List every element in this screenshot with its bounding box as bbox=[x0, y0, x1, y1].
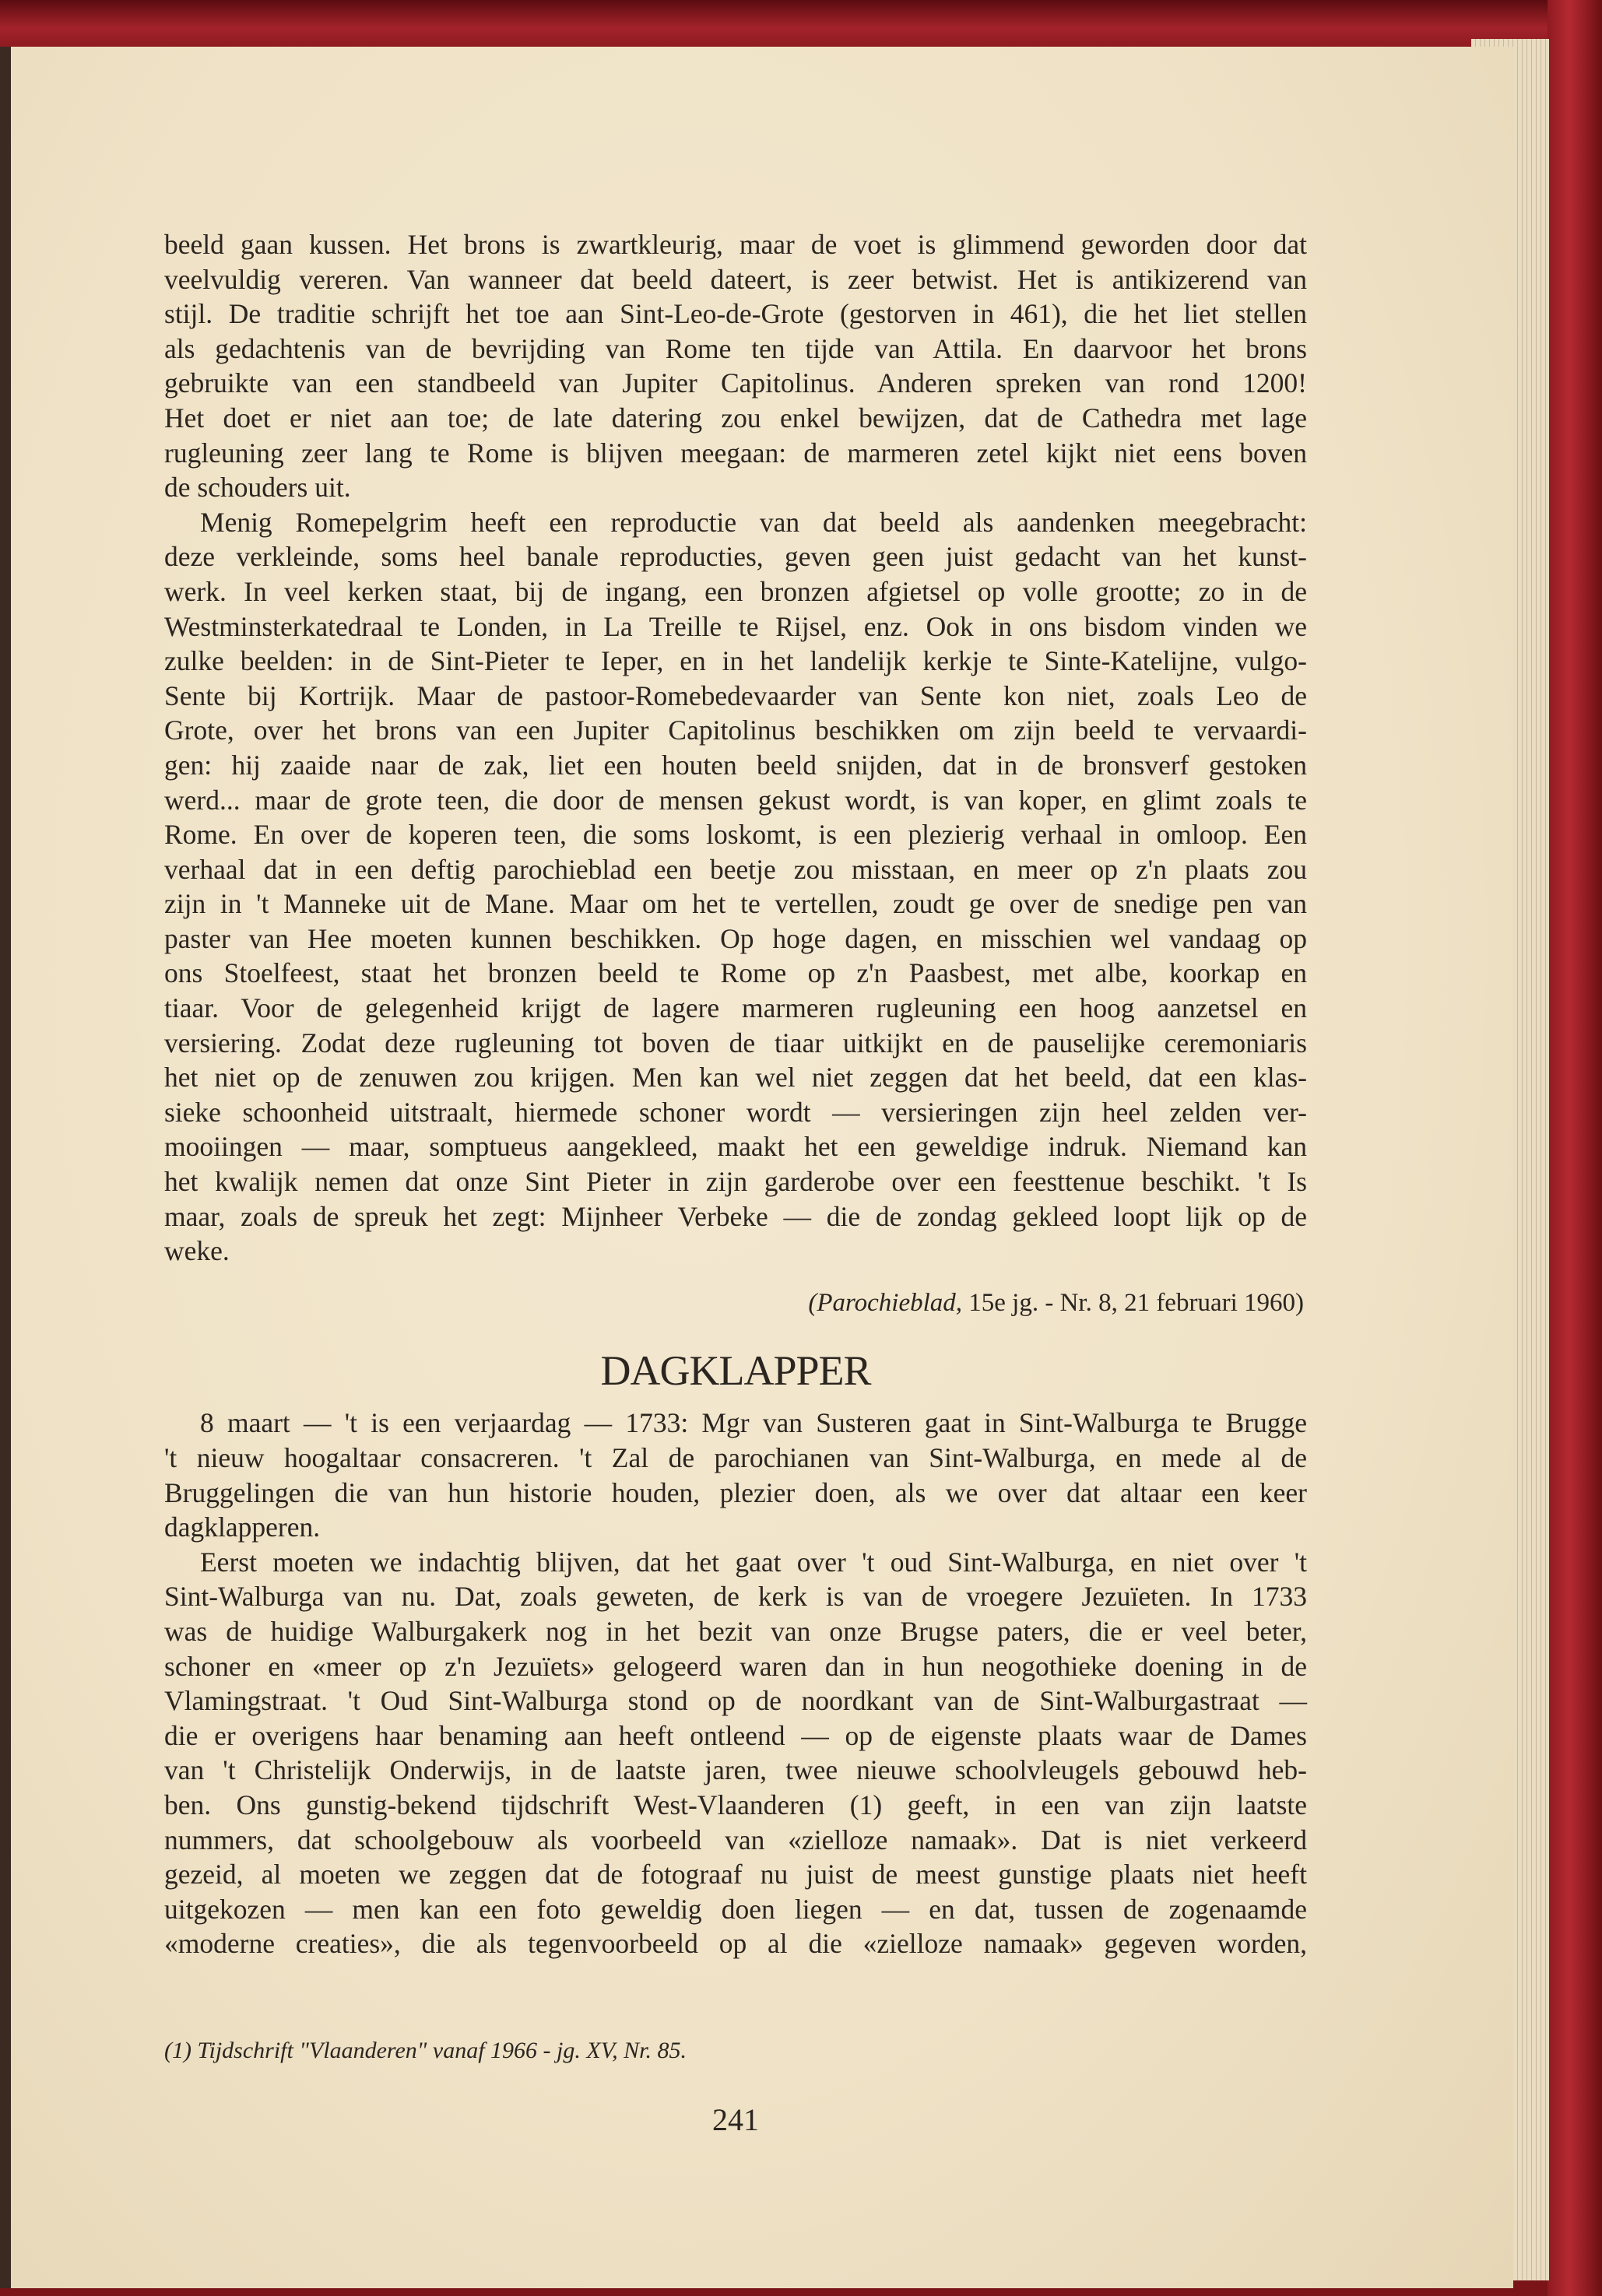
text-line: zijn in 't Manneke uit de Mane. Maar om het te vertellen, zoudt ge over de snedige pen van bbox=[164, 888, 1307, 920]
text-line: weke. bbox=[164, 1235, 230, 1267]
text-line: Het doet er niet aan toe; de late datering zou enkel bewijzen, dat de Cathedra met lage bbox=[164, 402, 1307, 434]
citation bbox=[164, 1286, 1307, 1321]
text-line: ons Stoelfeest, staat het bronzen beeld te Rome op z'n Paasbest, met albe, koorkap en bbox=[164, 957, 1307, 989]
text-line: schoner en «meer op z'n Jezuïets» gelogeerd waren dan in hun neogothieke doening in de bbox=[164, 1650, 1307, 1682]
section-heading: DAGKLAPPER bbox=[600, 1347, 871, 1395]
text-line: Sint-Walburga van nu. Dat, zoals geweten, de kerk is van de vroegere Jezuïeten. In 1733 bbox=[164, 1581, 1307, 1613]
text-line: zulke beelden: in de Sint-Pieter te Ieper, en in het landelijk kerkje te Sinte-Katelijne, vulgo- bbox=[164, 645, 1307, 677]
text-line: dagklapperen. bbox=[164, 1511, 321, 1543]
text-line: gezeid, al moeten we zeggen dat de fotograaf nu juist de meest gunstige plaats niet heeft bbox=[164, 1859, 1307, 1891]
text-line: versiering. Zodat deze rugleuning tot boven de tiaar uitkijkt en de pauselijke ceremoniaris bbox=[164, 1027, 1307, 1058]
text-line: veelvuldig vereren. Van wanneer dat beeld dateert, is zeer betwist. Het is antikizerend van bbox=[164, 263, 1307, 295]
text-line: mooiingen — maar, somptueus aangekleed, maakt het een geweldige indruk. Niemand kan bbox=[164, 1131, 1307, 1163]
text-line: 't nieuw hoogaltaar consacreren. 't Zal de parochianen van Sint-Walburga, en mede al de bbox=[164, 1442, 1307, 1473]
text-line: ben. Ons gunstig-bekend tijdschrift West-Vlaanderen (1) geeft, in een van zijn laatste bbox=[164, 1789, 1307, 1820]
text-line: werk. In veel kerken staat, bij de ingang, een bronzen afgietsel op volle grootte; zo in de bbox=[164, 575, 1307, 607]
text-line: Eerst moeten we indachtig blijven, dat het gaat over 't oud Sint-Walburga, en niet over 't bbox=[200, 1546, 1307, 1578]
citation-source: (Parochieblad, bbox=[808, 1288, 963, 1317]
text-line: nummers, dat schoolgebouw als voorbeeld van «zielloze namaak». Dat is niet verkeerd bbox=[164, 1824, 1307, 1855]
text-line: Grote, over het brons van een Jupiter Capitolinus beschikken om zijn beeld te vervaardi- bbox=[164, 714, 1307, 746]
text-line: Rome. En over de koperen teen, die soms loskomt, is een plezierig verhaal in omloop. Een bbox=[164, 819, 1307, 851]
paragraph bbox=[164, 1406, 1307, 1544]
text-line: tiaar. Voor de gelegenheid krijgt de lagere marmeren rugleuning een hoog aanzetsel en bbox=[164, 992, 1307, 1024]
text-line: Vlamingstraat. 't Oud Sint-Walburga stond op de noordkant van de Sint-Walburgastraat — bbox=[164, 1685, 1307, 1717]
book-page bbox=[0, 47, 1513, 2288]
citation-details: 15e jg. - Nr. 8, 21 februari 1960) bbox=[962, 1288, 1304, 1317]
text-line: die er overigens haar benaming aan heeft ontleend — op de eigenste plaats waar de Dames bbox=[164, 1719, 1307, 1751]
text-line: het niet op de zenuwen zou krijgen. Men kan wel niet zeggen dat het beeld, dat een klas- bbox=[164, 1062, 1307, 1094]
text-line: Westminsterkatedraal te Londen, in La Treille te Rijsel, enz. Ook in ons bisdom vinden we bbox=[164, 610, 1307, 642]
text-line: was de huidige Walburgakerk nog in het bezit van onze Brugse paters, die er veel beter, bbox=[164, 1615, 1307, 1647]
text-line: verhaal dat in een deftig parochieblad een beetje zou misstaan, en meer op z'n plaats zou bbox=[164, 853, 1307, 885]
article-body bbox=[164, 227, 1307, 1269]
text-line: gebruikte van een standbeeld van Jupiter Capitolinus. Anderen spreken van rond 1200! bbox=[164, 367, 1307, 399]
text-line: paster van Hee moeten kunnen beschikken. Op hoge dagen, en misschien wel vandaag op bbox=[164, 922, 1307, 954]
text-line: «moderne creaties», die als tegenvoorbeeld op al die «zielloze namaak» gegeven worden, bbox=[164, 1928, 1307, 1960]
text-line: als gedachtenis van de bevrijding van Rome ten tijde van Attila. En daarvoor het brons bbox=[164, 332, 1307, 364]
text-line: 8 maart — 't is een verjaardag — 1733: Mgr van Susteren gaat in Sint-Walburga te Brugge bbox=[200, 1407, 1307, 1439]
text-line: het kwalijk nemen dat onze Sint Pieter in zijn garderobe over een feesttenue beschikt. 't Is bbox=[164, 1166, 1307, 1198]
text-column bbox=[164, 227, 1307, 1961]
text-line: beeld gaan kussen. Het brons is zwartkleurig, maar de voet is glimmend geworden door dat bbox=[164, 229, 1307, 260]
text-line: Menig Romepelgrim heeft een reproductie van dat beeld als aandenken meegebracht: bbox=[200, 506, 1307, 538]
paragraph bbox=[164, 505, 1307, 1269]
text-line: deze verkleinde, soms heel banale reproducties, geven geen juist gedacht van het kunst- bbox=[164, 541, 1307, 573]
text-line: sieke schoonheid uitstraalt, hiermede schoner wordt — versieringen zijn heel zelden ver- bbox=[164, 1096, 1307, 1128]
paragraph bbox=[164, 227, 1307, 505]
text-line: uitgekozen — men kan een foto geweldig doen liegen — en dat, tussen de zogenaamde bbox=[164, 1893, 1307, 1925]
text-line: rugleuning zeer lang te Rome is blijven meegaan: de marmeren zetel kijkt niet eens boven bbox=[164, 437, 1307, 469]
text-line: de schouders uit. bbox=[164, 472, 351, 504]
text-line: Sente bij Kortrijk. Maar de pastoor-Romebedevaarder van Sente kon niet, zoals Leo de bbox=[164, 679, 1307, 711]
text-line: Bruggelingen die van hun historie houden, plezier doen, als we over dat altaar een keer bbox=[164, 1476, 1307, 1508]
book-cover-right-edge bbox=[1548, 0, 1602, 2296]
text-line: gen: hij zaaide naar de zak, liet een houten beeld snijden, dat in de bronsverf gestoken bbox=[164, 749, 1307, 781]
text-line: stijl. De traditie schrijft het toe aan Sint-Leo-de-Grote (gestorven in 461), die het liet stellen bbox=[164, 298, 1307, 330]
footnote: (1) Tijdschrift "Vlaanderen" vanaf 1966 - jg. XV, Nr. 85. bbox=[164, 2038, 687, 2063]
section-body bbox=[164, 1406, 1307, 1961]
text-line: van 't Christelijk Onderwijs, in de laatste jaren, twee nieuwe schoolvleugels gebouwd heb- bbox=[164, 1754, 1307, 1786]
paragraph bbox=[164, 1545, 1307, 1961]
text-line: werd... maar de grote teen, die door de mensen gekust wordt, is van koper, en glimt zoals te bbox=[164, 784, 1307, 816]
text-line: maar, zoals de spreuk het zegt: Mijnheer Verbeke — die de zondag gekleed loopt lijk op de bbox=[164, 1200, 1307, 1232]
page-number: 241 bbox=[712, 2102, 759, 2137]
